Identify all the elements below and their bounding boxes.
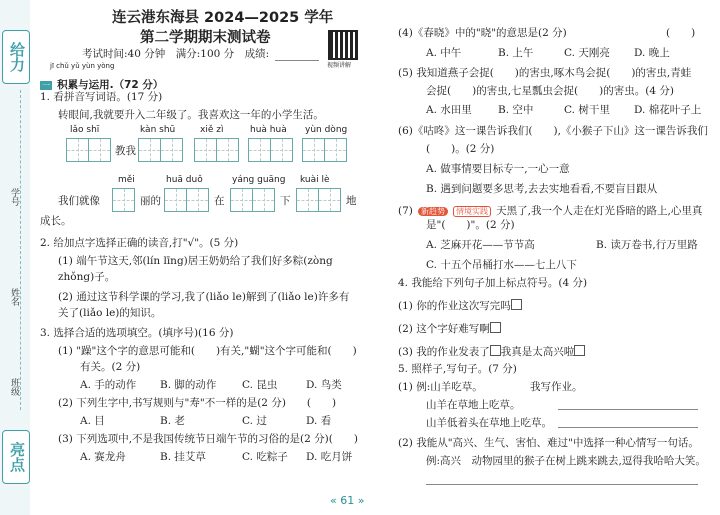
section-title: 积累与运用.（72 分） xyxy=(57,79,164,91)
q5-example-b: 山羊低着头在草地上吃草。 xyxy=(426,417,552,429)
q3-opt-2b: B. 老 xyxy=(160,415,185,427)
answer-line[interactable] xyxy=(426,484,698,485)
write-box[interactable] xyxy=(138,138,161,162)
q3-line4: (3) 下列选项中,不是我国传统节日端午节的习俗的是(2 分)( ) xyxy=(58,433,358,445)
binding-dashed-line xyxy=(20,90,21,410)
q5-2-example: 例:高兴 动物园里的猴子在树上跳来跳去,逗得我哈哈大笑。 xyxy=(426,455,706,467)
q2-line4: 关了(liǎo le)的知识。 xyxy=(58,307,162,319)
q1-row2-mid1: 丽的 xyxy=(140,195,161,207)
r7-line2: 是"( )"。(2 分) xyxy=(426,219,515,231)
q4-title: 4. 我能给下列句子加上标点符号。(4 分) xyxy=(398,277,588,289)
top-badge: 给力 xyxy=(2,30,30,84)
practice-tag: 情境实践 xyxy=(453,206,491,217)
q4-text-2: (2) 这个字好难写啊 xyxy=(398,323,490,335)
r5-line2: 会捉( )的害虫,七星瓢虫会捉( )的害虫。(4 分) xyxy=(426,85,674,97)
section-pinyin: jī chǔ yǔ yùn yòng xyxy=(50,62,115,70)
r5-opt-c: C. 树干里 xyxy=(564,104,610,116)
r4-opt-a: A. 中午 xyxy=(426,47,462,59)
q4-item-3 xyxy=(398,340,585,359)
r5-line1: (5) 我知道燕子会捉( )的害虫,啄木鸟会捉( )的害虫,青蛙 xyxy=(398,67,692,79)
q1-pinyin-8: yáng guāng xyxy=(232,175,286,185)
q1-row2-end: 地 xyxy=(346,195,357,207)
q2-line3: (2) 通过这节科学课的学习,我了(liǎo le)解到了(liǎo le)许多有 xyxy=(58,291,350,303)
q4-item-1 xyxy=(398,294,522,313)
r6-opt-b: B. 遇到问题要多思考,去去实地看看,不要盲目跟从 xyxy=(426,183,658,195)
q1-pinyin-2: kàn shū xyxy=(140,125,176,135)
q5-2: (2) 我能从"高兴、生气、害怕、难过"中选择一种心情写一句话。 xyxy=(398,437,699,449)
punct-box[interactable] xyxy=(511,299,522,310)
q5-example-a: 山羊在草地上吃草。 xyxy=(426,399,521,411)
q3-line2: 有关。(2 分) xyxy=(80,361,141,373)
write-box[interactable] xyxy=(186,188,209,212)
punct-box[interactable] xyxy=(490,345,501,356)
r7-opt-c: C. 十五个吊桶打水——七上八下 xyxy=(426,259,577,271)
q1-pinyin-3: xiě zì xyxy=(200,125,224,135)
q1-row3: 成长。 xyxy=(40,215,72,227)
q1-row2-mid2: 在 xyxy=(214,195,225,207)
r5-opt-d: D. 棉花叶子上 xyxy=(634,104,702,116)
q5-title: 5. 照样子,写句子。(7 分) xyxy=(398,363,517,375)
answer-line[interactable] xyxy=(558,409,698,410)
q1-row2-pre: 我们就像 xyxy=(58,195,100,207)
qr-caption: 视频讲解 xyxy=(327,62,352,69)
punct-box[interactable] xyxy=(490,322,501,333)
r4-opt-c: C. 天刚亮 xyxy=(564,47,610,59)
r7-opt-b: B. 读万卷书,行万里路 xyxy=(596,239,698,251)
q3-opt-2d: D. 看 xyxy=(306,415,332,427)
write-box[interactable] xyxy=(194,138,217,162)
write-box[interactable] xyxy=(160,138,183,162)
q1-pinyin-7: huā duǒ xyxy=(166,175,203,185)
write-box[interactable] xyxy=(66,138,89,162)
student-number-label: 学号 xyxy=(9,188,19,206)
q1-mid: 教我 xyxy=(115,145,136,157)
write-box[interactable] xyxy=(112,188,135,212)
write-box[interactable] xyxy=(270,138,293,162)
write-box[interactable] xyxy=(216,138,239,162)
write-box[interactable] xyxy=(252,188,275,212)
write-box[interactable] xyxy=(230,188,253,212)
section-badge: 一 xyxy=(42,81,50,90)
r4-line: (4)《春晓》中的"晓"的意思是(2 分) xyxy=(398,27,567,39)
r5-opt-b: B. 空中 xyxy=(498,104,534,116)
q3-opt-2a: A. 目 xyxy=(80,415,105,427)
r5-opt-a: A. 水田里 xyxy=(426,104,472,116)
q1-pinyin-4: huà huà xyxy=(250,125,287,135)
r6-opt-a: A. 做事情要目标专一,一心一意 xyxy=(426,163,570,175)
q1-pinyin-1: lǎo shī xyxy=(70,125,100,135)
q5-example: (1) 例:山羊吃草。 我写作业。 xyxy=(398,381,583,393)
punct-box[interactable] xyxy=(574,345,585,356)
write-box[interactable] xyxy=(318,188,341,212)
q3-line1: (1) "躁"这个字的意思可能和( )有关,"蝴"这个字可能和( ) xyxy=(58,345,357,357)
q1-row2-mid3: 下 xyxy=(280,195,291,207)
write-box[interactable] xyxy=(302,138,325,162)
q1-intro: 转眼间,我就要升入二年级了。我喜欢这一年的小学生活。 xyxy=(58,109,324,121)
q4-item-2 xyxy=(398,317,501,336)
q3-opt-1d: D. 鸟类 xyxy=(306,379,342,391)
q4-text-1: (1) 你的作业这次写完吗 xyxy=(398,300,511,312)
r7-opt-a: A. 芝麻开花——节节高 xyxy=(426,239,535,251)
q3-line3: (2) 下列生字中,书写规则与"寿"不一样的是(2 分) ( ) xyxy=(58,397,337,409)
bottom-badge: 亮点 xyxy=(2,430,30,484)
score-line xyxy=(275,60,319,61)
q2-line2: zhǒng)子。 xyxy=(58,271,116,283)
q3-opt-3d: D. 吃月饼 xyxy=(306,451,353,463)
new-trend-tag: 新趋势 xyxy=(418,207,448,216)
q1-title: 1. 看拼音写词语。(17 分) xyxy=(40,91,163,103)
r6-line2: ( )。(2 分) xyxy=(426,143,495,155)
r7-heading: (7) 新趋势 情境实践 天黑了,我一个人走在灯光昏暗的路上,心里真 xyxy=(398,205,703,217)
exam-title-line2: 第二学期期末测试卷 xyxy=(140,30,271,46)
q3-opt-1b: B. 脚的动作 xyxy=(160,379,217,391)
class-label: 班级 xyxy=(9,378,19,396)
write-box[interactable] xyxy=(296,188,319,212)
q2-title: 2. 给加点字选择正确的读音,打"√"。(5 分) xyxy=(40,237,239,249)
q3-opt-1a: A. 手的动作 xyxy=(80,379,137,391)
exam-meta: 考试时间:40 分钟 满分:100 分 成绩: xyxy=(82,48,270,60)
q3-opt-3b: B. 挂艾草 xyxy=(160,451,206,463)
r7-line1: 天黑了,我一个人走在灯光昏暗的路上,心里真 xyxy=(496,205,703,217)
q3-opt-1c: C. 昆虫 xyxy=(242,379,278,391)
q1-pinyin-9: kuài lè xyxy=(300,175,330,185)
write-box[interactable] xyxy=(324,138,347,162)
answer-line[interactable] xyxy=(558,427,698,428)
q3-opt-3a: A. 赛龙舟 xyxy=(80,451,126,463)
q3-opt-2c: C. 过 xyxy=(242,415,267,427)
q3-opt-3c: C. 吃粽子 xyxy=(242,451,288,463)
q1-pinyin-5: yùn dòng xyxy=(305,125,348,135)
q2-line1: (1) 端午节这天,邻(lín līng)居王奶奶给了我们好多粽(zòng xyxy=(58,255,333,267)
exam-title-line1: 连云港东海县 2024—2025 学年 xyxy=(112,10,334,26)
write-box[interactable] xyxy=(248,138,271,162)
r4-paren: ( ) xyxy=(666,27,696,39)
r4-opt-b: B. 上午 xyxy=(498,47,534,59)
q1-pinyin-6: měi xyxy=(118,175,135,185)
write-box[interactable] xyxy=(88,138,111,162)
write-box[interactable] xyxy=(164,188,187,212)
q3-title: 3. 选择合适的选项填空。(填序号)(16 分) xyxy=(40,327,234,339)
r6-line1: (6)《咕咚》这一课告诉我们( ),《小猴子下山》这一课告诉我们 xyxy=(398,125,708,137)
q4-text-3: (3) 我的作业发表了 xyxy=(398,346,490,358)
q4-text-3b: 我真是太高兴啦 xyxy=(500,346,575,358)
qr-code-icon xyxy=(328,30,358,60)
page-number: « 61 » xyxy=(330,494,365,507)
r4-opt-d: D. 晚上 xyxy=(634,47,670,59)
name-label: 姓名 xyxy=(9,288,19,306)
